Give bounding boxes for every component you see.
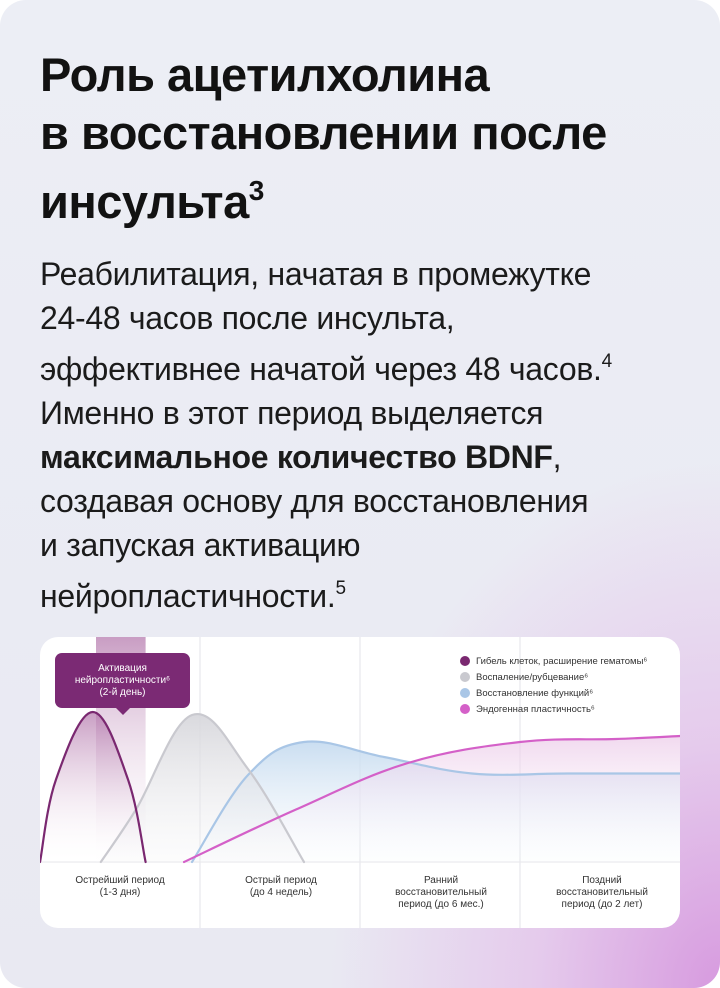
body-text-segment: нейропластичности. [40,578,336,614]
legend-item [460,653,675,669]
legend-item [460,701,675,717]
body-line [40,567,690,618]
period-line: период (до 6 мес.) [398,899,484,910]
period-line: восстановительный [395,887,487,898]
callout-line: (2-й день) [99,686,146,698]
period-label-acute [211,875,351,899]
callout-line: нейропластичности⁶ [74,674,171,686]
title-line: в восстановлении после [40,106,607,159]
bdnf-emphasis: максимальное количество BDNF [40,439,553,475]
title-text: инсульта [40,175,249,228]
period-label-acutest [50,875,190,899]
period-line: (1-3 дня) [99,887,141,898]
legend-item [460,685,675,701]
chart-legend [460,653,675,717]
legend-item [460,669,675,685]
body-line: Реабилитация, начатая в промежутке [40,256,592,292]
legend-label: Эндогенная пластичность⁶ [476,703,595,715]
body-line [40,435,690,479]
footnote-ref: 4 [601,351,612,372]
period-line: Ранний [423,875,459,886]
body-line: создавая основу для восстановления [40,483,589,519]
legend-dot [460,656,470,666]
period-label-early-recovery [371,875,511,911]
footnote-ref: 5 [335,578,346,599]
callout-line: Активация [98,662,147,674]
body-text-segment: эффективнее начатой через 48 часов. [40,351,602,387]
body-line: Именно в этот период выделяется [40,395,544,431]
legend-dot [460,688,470,698]
legend-label: Восстановление функций⁶ [476,687,594,699]
period-line: восстановительный [556,887,648,898]
neuroplasticity-callout [55,653,190,708]
legend-label: Воспаление/рубцевание⁶ [476,671,589,683]
body-line: 24-48 часов после инсульта, [40,300,455,336]
period-line: (до 4 недель) [249,887,313,898]
legend-dot [460,704,470,714]
legend-dot [460,672,470,682]
period-label-late-recovery [532,875,672,911]
period-line: период (до 2 лет) [561,899,643,910]
period-line: Острейший период [75,875,165,886]
footnote-ref: 3 [248,175,264,206]
title-line [40,162,690,231]
title-line: Роль ацетилхолина [40,48,490,101]
page-title [40,46,690,231]
recovery-chart [40,637,680,928]
body-text [40,252,690,618]
comma: , [552,439,562,475]
legend-label: Гибель клеток, расширение гематомы⁶ [476,655,648,667]
period-line: Поздний [582,875,622,886]
period-line: Острый период [245,875,317,886]
body-line [40,340,690,391]
body-line: и запуская активацию [40,527,361,563]
